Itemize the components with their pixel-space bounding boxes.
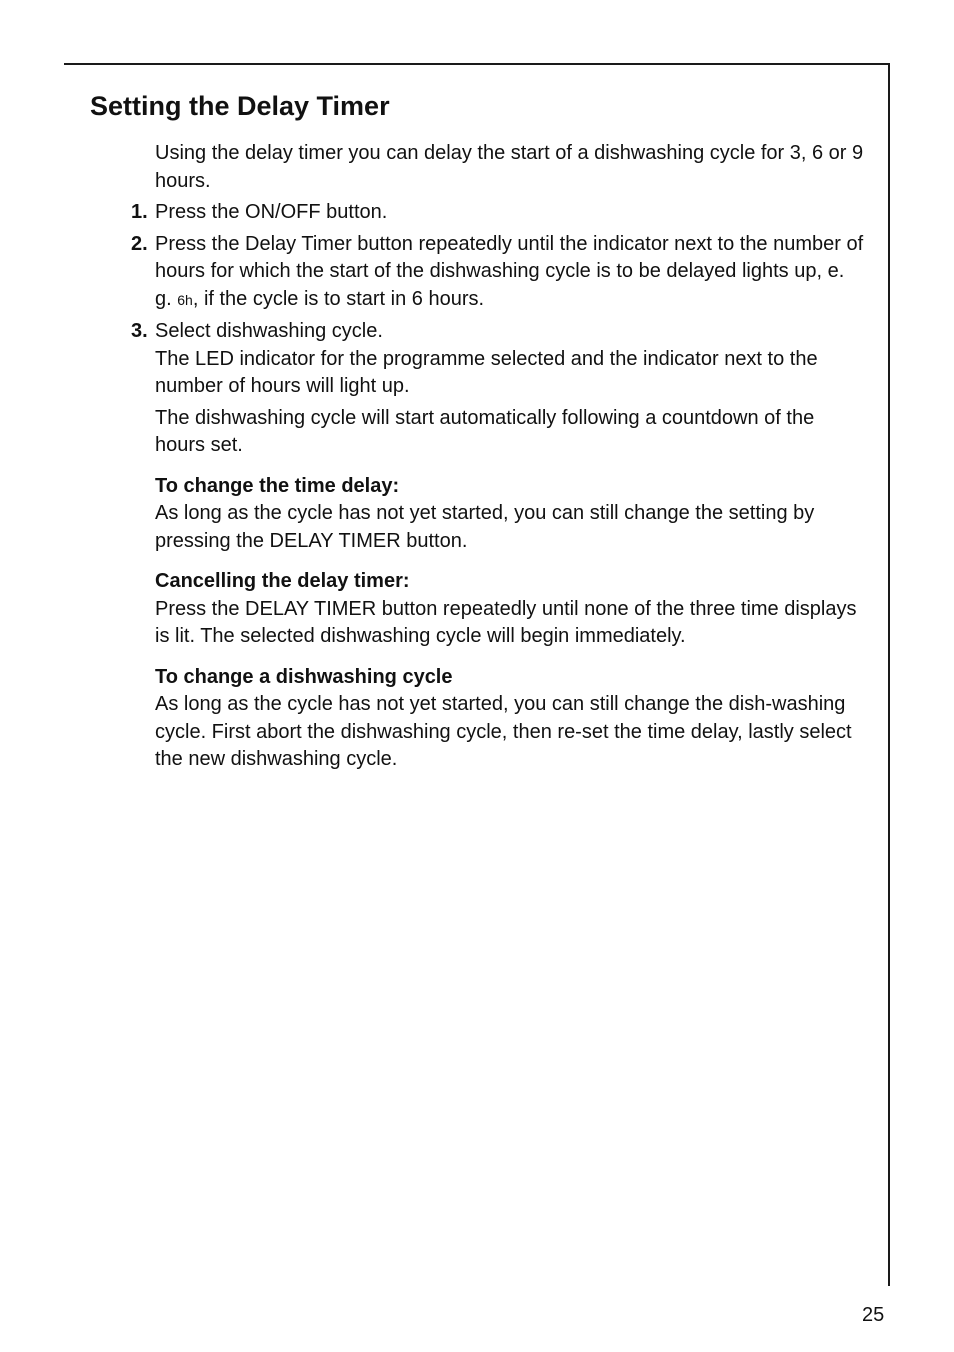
section-heading: To change the time delay: [155,474,400,497]
step-detail: The LED indicator for the programme selected and the indicator next to the number of hours will light up. [155,347,818,397]
section-cancel-delay-timer [155,568,865,651]
section-body: As long as the cycle has not yet started, you can still change the setting by pressing the DELAY TIMER button. [155,502,815,552]
step-text: Press the ON/OFF button. [155,201,388,223]
step-number: 1. [131,201,148,223]
page-title: Setting the Delay Timer [90,91,390,121]
intro-paragraph: Using the delay timer you can delay the start of a dishwashing cycle for 3, 6 or 9 hours. [155,142,864,192]
section-heading: To change a dishwashing cycle [155,665,453,688]
right-margin-rule [888,63,890,1286]
page-content [131,140,865,774]
display-example-6h: 6h [177,291,193,308]
steps-list [131,199,865,460]
step-text [155,231,865,315]
page-number: 25 [862,1304,885,1326]
section-body: As long as the cycle has not yet started, you can still change the dish-washing cycle. First abort the dishwashing cycle, then re-set the time delay, lastly select the new dishwashing cycle. [155,693,852,770]
step-number: 3. [131,320,148,342]
section-heading: Cancelling the delay timer: [155,570,410,592]
step-number: 2. [131,232,148,255]
step-1 [131,199,865,227]
section-body: Press the DELAY TIMER button repeatedly until none of the three time displays is lit. The selected dishwashing cycle will begin immediately. [155,597,857,647]
step-text-before: Press the Delay Timer button repeatedly until the indicator next to the number of hours for which the start of the dishwashing cycle is to be delayed lights up, e. g. [155,232,864,310]
step-3 [131,318,865,460]
step-note: The dishwashing cycle will start automatically following a countdown of the hours set. [155,406,815,456]
section-change-dishwashing-cycle [155,664,865,774]
section-change-time-delay [155,473,865,556]
step-text-after: , if the cycle is to start in 6 hours. [192,287,485,310]
step-text: Select dishwashing cycle. [155,320,383,342]
step-2 [131,231,865,315]
top-rule [64,63,890,65]
